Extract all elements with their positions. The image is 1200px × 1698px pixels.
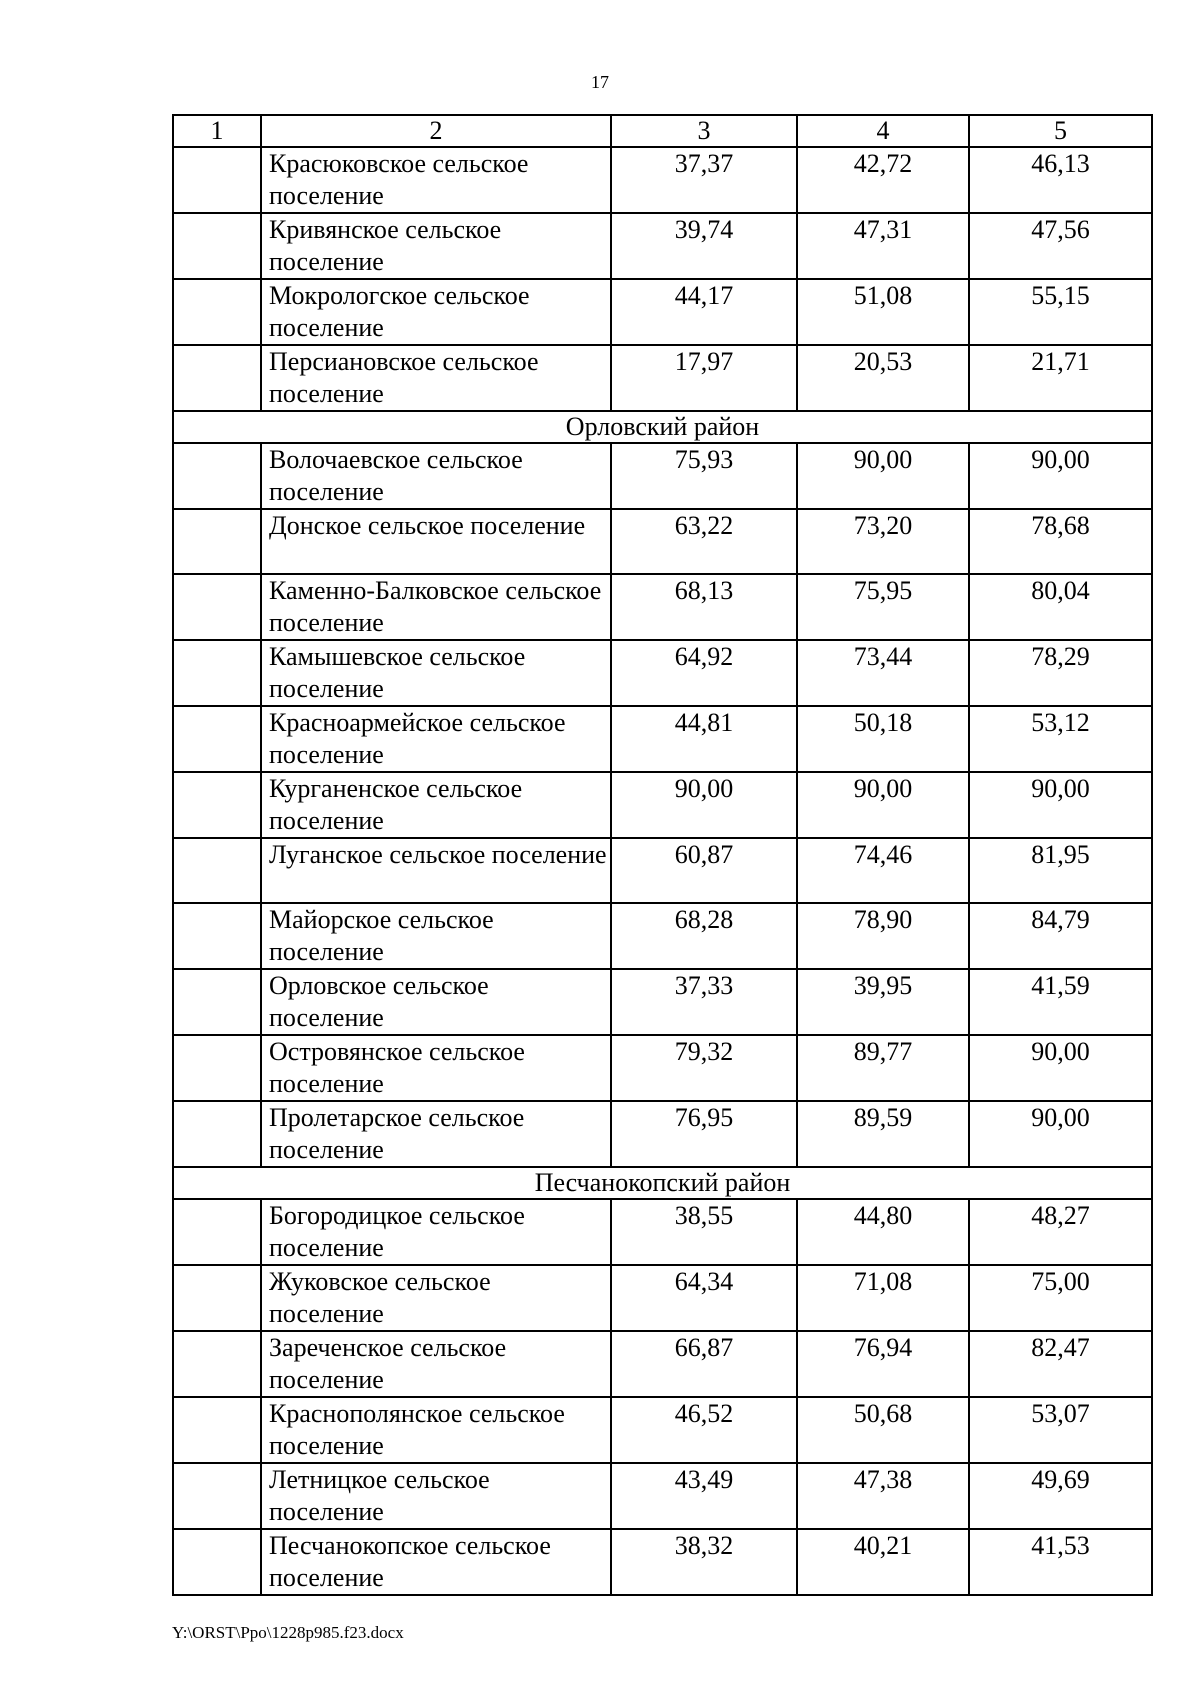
value-col-5: 90,00: [969, 772, 1152, 838]
row-index-cell: [173, 969, 261, 1035]
row-index-cell: [173, 1199, 261, 1265]
value-col-4: 75,95: [797, 574, 969, 640]
settlement-name: Волочаевское сельское поселение: [261, 443, 611, 509]
value-col-5: 48,27: [969, 1199, 1152, 1265]
table-row: [173, 1199, 1152, 1265]
column-header: 5: [969, 115, 1152, 147]
value-col-3: 38,55: [611, 1199, 797, 1265]
row-index-cell: [173, 1265, 261, 1331]
row-index-cell: [173, 640, 261, 706]
district-name: Песчанокопский район: [173, 1167, 1152, 1199]
value-col-3: 60,87: [611, 838, 797, 903]
value-col-4: 73,20: [797, 509, 969, 574]
value-col-5: 49,69: [969, 1463, 1152, 1529]
value-col-3: 66,87: [611, 1331, 797, 1397]
value-col-5: 41,59: [969, 969, 1152, 1035]
settlement-name: Кривянское сельское поселение: [261, 213, 611, 279]
value-col-5: 75,00: [969, 1265, 1152, 1331]
value-col-5: 78,29: [969, 640, 1152, 706]
value-col-4: 73,44: [797, 640, 969, 706]
row-index-cell: [173, 279, 261, 345]
table-row: [173, 706, 1152, 772]
row-index-cell: [173, 838, 261, 903]
row-index-cell: [173, 213, 261, 279]
value-col-5: 84,79: [969, 903, 1152, 969]
value-col-3: 44,81: [611, 706, 797, 772]
value-col-5: 90,00: [969, 1035, 1152, 1101]
value-col-3: 37,33: [611, 969, 797, 1035]
value-col-4: 50,68: [797, 1397, 969, 1463]
table-row: [173, 838, 1152, 903]
row-index-cell: [173, 147, 261, 213]
value-col-4: 50,18: [797, 706, 969, 772]
value-col-3: 68,13: [611, 574, 797, 640]
table-row: [173, 1035, 1152, 1101]
settlement-name: Пролетарское сельское поселение: [261, 1101, 611, 1167]
row-index-cell: [173, 1529, 261, 1595]
settlement-name: Мокрологское сельское поселение: [261, 279, 611, 345]
district-row: [173, 1167, 1152, 1199]
value-col-5: 41,53: [969, 1529, 1152, 1595]
settlement-name: Песчанокопское сельское поселение: [261, 1529, 611, 1595]
value-col-4: 78,90: [797, 903, 969, 969]
row-index-cell: [173, 509, 261, 574]
table-row: [173, 509, 1152, 574]
value-col-4: 71,08: [797, 1265, 969, 1331]
row-index-cell: [173, 1331, 261, 1397]
table-row: [173, 1397, 1152, 1463]
value-col-4: 89,77: [797, 1035, 969, 1101]
settlement-name: Летницкое сельское поселение: [261, 1463, 611, 1529]
column-header: 1: [173, 115, 261, 147]
table-row: [173, 213, 1152, 279]
settlement-name: Краснополянское сельское поселение: [261, 1397, 611, 1463]
settlement-name: Красноармейское сельское поселение: [261, 706, 611, 772]
row-index-cell: [173, 1035, 261, 1101]
value-col-4: 42,72: [797, 147, 969, 213]
file-path-footer: Y:\ORST\Ppo\1228p985.f23.docx: [172, 1623, 404, 1642]
settlement-name: Богородицкое сельское поселение: [261, 1199, 611, 1265]
settlement-name: Майорское сельское поселение: [261, 903, 611, 969]
value-col-5: 82,47: [969, 1331, 1152, 1397]
value-col-3: 17,97: [611, 345, 797, 411]
settlement-name: Персиановское сельское поселение: [261, 345, 611, 411]
value-col-5: 21,71: [969, 345, 1152, 411]
value-col-4: 39,95: [797, 969, 969, 1035]
value-col-3: 79,32: [611, 1035, 797, 1101]
value-col-3: 76,95: [611, 1101, 797, 1167]
value-col-3: 90,00: [611, 772, 797, 838]
value-col-5: 55,15: [969, 279, 1152, 345]
settlement-name: Луганское сельское поселение: [261, 838, 611, 903]
row-index-cell: [173, 443, 261, 509]
row-index-cell: [173, 1463, 261, 1529]
settlement-name: Курганенское сельское поселение: [261, 772, 611, 838]
table-row: [173, 574, 1152, 640]
row-index-cell: [173, 1101, 261, 1167]
column-number-row: [173, 115, 1152, 147]
table-row: [173, 147, 1152, 213]
settlement-name: Камышевское сельское поселение: [261, 640, 611, 706]
column-header: 2: [261, 115, 611, 147]
value-col-4: 20,53: [797, 345, 969, 411]
data-table: [172, 114, 1153, 1596]
value-col-3: 64,34: [611, 1265, 797, 1331]
table-row: [173, 1463, 1152, 1529]
value-col-4: 90,00: [797, 772, 969, 838]
table-row: [173, 1331, 1152, 1397]
value-col-4: 44,80: [797, 1199, 969, 1265]
value-col-3: 63,22: [611, 509, 797, 574]
table-row: [173, 1101, 1152, 1167]
row-index-cell: [173, 772, 261, 838]
row-index-cell: [173, 574, 261, 640]
value-col-3: 44,17: [611, 279, 797, 345]
table-row: [173, 903, 1152, 969]
column-header: 4: [797, 115, 969, 147]
district-name: Орловский район: [173, 411, 1152, 443]
table-row: [173, 1265, 1152, 1331]
table-row: [173, 640, 1152, 706]
table-row: [173, 443, 1152, 509]
value-col-3: 75,93: [611, 443, 797, 509]
value-col-5: 47,56: [969, 213, 1152, 279]
value-col-5: 53,07: [969, 1397, 1152, 1463]
table-body: [173, 115, 1152, 1595]
value-col-5: 78,68: [969, 509, 1152, 574]
settlement-name: Орловское сельское поселение: [261, 969, 611, 1035]
value-col-5: 90,00: [969, 1101, 1152, 1167]
value-col-5: 46,13: [969, 147, 1152, 213]
row-index-cell: [173, 903, 261, 969]
row-index-cell: [173, 345, 261, 411]
value-col-4: 51,08: [797, 279, 969, 345]
settlement-name: Островянское сельское поселение: [261, 1035, 611, 1101]
value-col-4: 89,59: [797, 1101, 969, 1167]
table-row: [173, 1529, 1152, 1595]
value-col-4: 40,21: [797, 1529, 969, 1595]
table-row: [173, 345, 1152, 411]
table-row: [173, 772, 1152, 838]
district-row: [173, 411, 1152, 443]
value-col-4: 47,31: [797, 213, 969, 279]
value-col-3: 37,37: [611, 147, 797, 213]
value-col-4: 74,46: [797, 838, 969, 903]
table-row: [173, 969, 1152, 1035]
value-col-3: 46,52: [611, 1397, 797, 1463]
value-col-3: 64,92: [611, 640, 797, 706]
value-col-4: 47,38: [797, 1463, 969, 1529]
value-col-5: 81,95: [969, 838, 1152, 903]
row-index-cell: [173, 1397, 261, 1463]
row-index-cell: [173, 706, 261, 772]
table-row: [173, 279, 1152, 345]
value-col-5: 53,12: [969, 706, 1152, 772]
value-col-3: 43,49: [611, 1463, 797, 1529]
settlement-name: Каменно-Балковское сельское поселение: [261, 574, 611, 640]
value-col-3: 68,28: [611, 903, 797, 969]
value-col-3: 38,32: [611, 1529, 797, 1595]
settlement-name: Жуковское сельское поселение: [261, 1265, 611, 1331]
column-header: 3: [611, 115, 797, 147]
value-col-4: 76,94: [797, 1331, 969, 1397]
value-col-5: 80,04: [969, 574, 1152, 640]
settlement-name: Красюковское сельское поселение: [261, 147, 611, 213]
page-number: 17: [591, 72, 609, 92]
value-col-3: 39,74: [611, 213, 797, 279]
value-col-5: 90,00: [969, 443, 1152, 509]
settlement-name: Зареченское сельское поселение: [261, 1331, 611, 1397]
value-col-4: 90,00: [797, 443, 969, 509]
settlement-name: Донское сельское поселение: [261, 509, 611, 574]
